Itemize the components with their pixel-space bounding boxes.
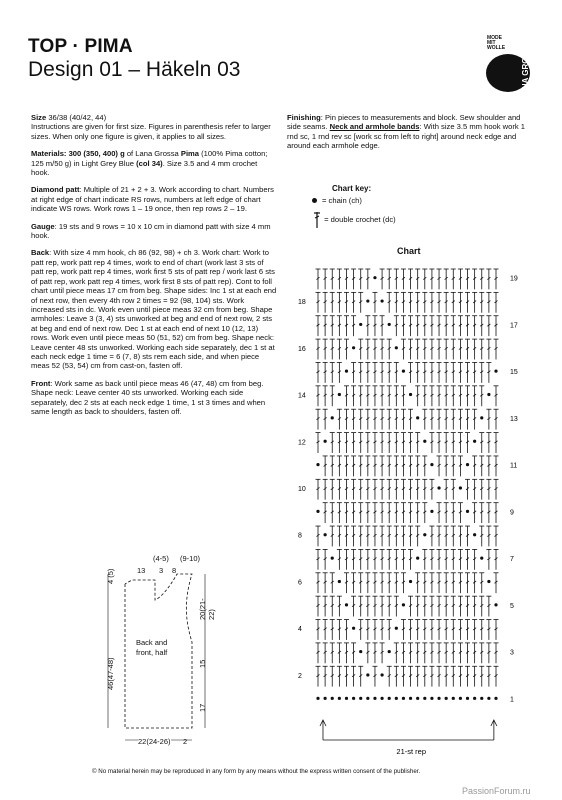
materials-paragraph: Materials: 300 (350, 400) g of Lana Grossa Pima (100% Pima cotton; 125 m/50 g) in Light Grey Blue (col 34). Size 3.5 and 4 mm crochet hook.	[31, 149, 268, 178]
chart-rownum-left: 2	[298, 672, 302, 680]
schem-top-a: (4-5)	[153, 554, 169, 563]
schem-label1: Back and	[136, 638, 168, 647]
logo-tagline: MODE MIT WOLLE	[487, 35, 506, 51]
diamond-patt-paragraph: Diamond patt: Multiple of 21 + 2 + 3. Work according to chart. Numbers at right edge of chart indicate RS rows, numbers at left edge of chart indicate WS rows. Work rows 1 – 19 once, then rep rows 2 – 19.	[31, 185, 274, 214]
chart-rownum-left: 10	[298, 486, 306, 493]
repeat-label: 21-st rep	[396, 747, 427, 756]
size-paragraph: Size 36/38 (40/42, 44) Instructions are given for first size. Figures in parenthesis refer to larger sizes. When only one figure is given, it applies to all sizes.	[31, 113, 271, 141]
chart-rownum-right: 13	[510, 415, 518, 423]
schem-top-d: 3	[159, 566, 164, 575]
chain-symbol-icon	[312, 198, 317, 203]
chart-rownum-left: 18	[298, 299, 306, 307]
key-chain-row: = chain (ch)	[312, 196, 396, 205]
chart-rownum-left: 14	[298, 392, 306, 400]
chart-rownum-right: 17	[510, 322, 518, 330]
chart-rownum-right: 7	[510, 556, 514, 564]
schem-height: 46(47-48)	[106, 657, 115, 690]
chart-rownum-right: 15	[510, 369, 518, 377]
schematic-labels	[80, 550, 230, 750]
schem-top-b: (9-10)	[180, 554, 201, 563]
crochet-chart	[296, 258, 532, 766]
brand-logo	[484, 35, 532, 100]
logo-brand-text: LANA GROSSA	[520, 41, 530, 100]
schem-bottom2: 2	[183, 737, 188, 746]
chart-rownum-left: 8	[298, 532, 302, 540]
chart-rownum-right: 11	[510, 462, 518, 470]
chart-rownum-left: 12	[298, 439, 306, 447]
dc-symbol-icon	[312, 211, 322, 229]
schem-left-small: 4 (5)	[106, 568, 115, 584]
chart-key	[312, 184, 396, 229]
chart-rownum-right: 1	[510, 696, 514, 704]
chart-rownum-left: 4	[298, 626, 302, 634]
chart-rownum-right: 3	[510, 649, 514, 657]
schem-label2: front, half	[136, 648, 168, 657]
front-paragraph: Front: Work same as back until piece meas 46 (47, 48) cm from beg. Shape neck: Leave center 40 sts unworked. Working each side separately, dec 2 sts at each neck edge 1 time, 1 st 3 times and when same length as back to shoulders, fasten off.	[31, 378, 266, 416]
chart-stitches	[316, 269, 499, 700]
chart-key-title: Chart key:	[332, 184, 372, 193]
page-subtitle: Design 01 – Häkeln 03	[28, 58, 241, 81]
schem-bottom: 22(24-26)	[138, 737, 171, 746]
page-title: TOP · PIMA	[28, 36, 133, 57]
schem-r1: 20(21-22)	[198, 598, 216, 620]
chart-rownum-left: 16	[298, 345, 306, 353]
chart-rownum-right: 19	[510, 275, 518, 283]
schem-r2: 15	[198, 659, 207, 668]
schem-top-e: 8	[172, 566, 177, 575]
finishing-paragraph: Finishing: Pin pieces to measurements and block. Sew shoulder and side seams. Neck and armhole bands: With size 3.5 mm hook work 1 rnd sc, 1 rnd rev sc [work sc from left to right] around neck edge and around each armhole edge.	[287, 113, 526, 151]
schem-r3: 17	[198, 703, 207, 712]
chart-rownum-left: 6	[298, 579, 302, 587]
schem-top-c: 13	[137, 566, 146, 575]
key-dc-row: = double crochet (dc)	[312, 211, 396, 229]
gauge-paragraph: Gauge: 19 sts and 9 rows = 10 x 10 cm in diamond patt with size 4 mm hook.	[31, 221, 271, 241]
repeat-bracket	[320, 720, 497, 740]
chart-rownum-right: 5	[510, 602, 514, 610]
left-column	[31, 113, 277, 424]
right-column	[287, 113, 532, 159]
chart-title: Chart	[397, 246, 421, 256]
chart-rownum-right: 9	[510, 509, 514, 517]
copyright-footer: © No material herein may be reproduced in any form by any means without the express written consent of the publisher.	[92, 768, 421, 775]
back-paragraph: Back: With size 4 mm hook, ch 86 (92, 98) + ch 3. Work chart: Work to patt rep, work patt rep 4 times, work to end of chart (work last 3 sts of patt rep, work patt rep 4 times, work first 5 sts of patt rep / work last 6 sts of patt rep, work patt rep 4 times, work first 8 sts of patt rep). Cont to foll chart until piece meas 17 cm from beg. Shape sides: Inc 1 st at each end of next row, then every 4th row 2 times = 92 (98, 104) sts. Work increased sts in dc. Work even until piece meas 32 cm from beg. Shape armholes: Leave 3 (3, 4) sts unworked at beg and end of next row, 2 sts at beg and end of next row. Dec 1 st at each end of next 10 (12, 13) rows. Work even until piece meas 50 (51, 52) cm from beg. Shape neck: Leave center 48 sts unworked. Working each side separately, dec 1 st at each neck edge 1 time = 6 (7, 8) sts rem each side, and when piece meas 52 (53, 54) cm from cast-on, fasten off.	[31, 248, 277, 371]
watermark: PassionForum.ru	[462, 786, 531, 796]
